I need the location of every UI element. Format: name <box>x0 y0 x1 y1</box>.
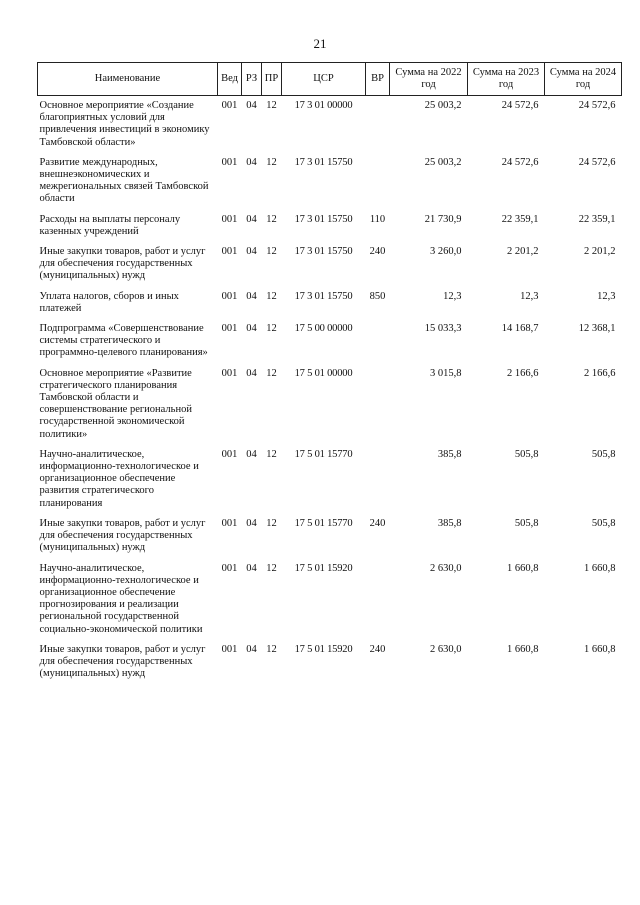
row-sum-2022: 3 015,8 <box>430 367 462 379</box>
row-vr: 110 <box>369 213 386 225</box>
page-number: 21 <box>313 36 327 51</box>
row-csr: 17 5 01 00000 <box>294 367 353 379</box>
row-vr: 240 <box>369 517 386 529</box>
row-sum-2023: 2 201,2 <box>507 246 539 258</box>
row-sum-2023: 2 166,6 <box>507 367 539 379</box>
row-sum-2022: 12,3 <box>443 290 462 302</box>
row-pr: 12 <box>266 323 277 335</box>
row-ved: 001 <box>221 517 238 529</box>
row-ved: 001 <box>221 562 238 574</box>
row-ved: 001 <box>221 156 238 168</box>
row-name: Уплата налогов, сборов и иных платежей <box>39 290 179 314</box>
row-sum-2023: 1 660,8 <box>507 562 539 574</box>
row-name: Иные закупки товаров, работ и услуг для обеспечения государственных (муниципальных) нужд <box>39 643 206 680</box>
row-csr: 17 3 01 15750 <box>294 213 353 225</box>
row-rz: 04 <box>246 643 257 655</box>
row-name: Основное мероприятие «Создание благоприятных условий для привлечения инвестиций в экономику Тамбовской области» <box>39 100 210 148</box>
row-rz: 04 <box>246 156 257 168</box>
row-sum-2024: 24 572,6 <box>578 156 616 168</box>
header-ved: Вед <box>218 63 242 96</box>
header-sum-2022: Сумма на 2022 год <box>390 63 468 96</box>
row-ved: 001 <box>221 290 238 302</box>
row-name: Иные закупки товаров, работ и услуг для обеспечения государственных (муниципальных) нужд <box>39 246 206 282</box>
row-sum-2024: 12 368,1 <box>578 323 616 335</box>
row-sum-2024: 24 572,6 <box>578 100 616 111</box>
row-sum-2024: 1 660,8 <box>584 643 616 655</box>
row-sum-2022: 25 003,2 <box>424 100 462 111</box>
row-sum-2022: 3 260,0 <box>430 246 462 258</box>
table-row <box>38 153 622 210</box>
row-sum-2022: 15 033,3 <box>424 323 462 335</box>
row-vr <box>366 153 390 210</box>
row-rz: 04 <box>246 290 257 302</box>
row-sum-2023: 14 168,7 <box>501 323 539 335</box>
row-csr: 17 5 01 15770 <box>294 517 353 529</box>
table-row <box>38 559 622 640</box>
table-row <box>38 640 622 685</box>
row-pr: 12 <box>266 290 277 302</box>
row-name: Научно-аналитическое, информационно-технологическое и организационное обеспечение прогнозирования и реализации региональной государственной социально-экономической политики <box>39 562 203 635</box>
row-csr: 17 5 01 15920 <box>294 643 353 655</box>
row-csr: 17 3 01 15750 <box>294 290 353 302</box>
row-ved: 001 <box>221 100 238 111</box>
row-name: Иные закупки товаров, работ и услуг для обеспечения государственных (муниципальных) нужд <box>39 517 206 554</box>
row-csr: 17 5 00 00000 <box>294 323 353 335</box>
table-row <box>38 445 622 514</box>
row-pr: 12 <box>266 213 277 225</box>
row-vr: 240 <box>369 246 386 258</box>
row-name: Расходы на выплаты персоналу казенных учреждений <box>39 213 181 237</box>
row-vr <box>366 96 390 153</box>
row-vr: 240 <box>369 643 386 655</box>
row-sum-2024: 2 166,6 <box>584 367 616 379</box>
row-name: Научно-аналитическое, информационно-технологическое и организационное обеспечение развития стратегического планирования <box>39 448 199 509</box>
row-sum-2024: 12,3 <box>597 290 616 302</box>
table-row <box>38 210 622 242</box>
header-vr: ВР <box>366 63 390 96</box>
table-header-row <box>38 63 622 96</box>
row-sum-2024: 505,8 <box>591 448 616 460</box>
table-row <box>38 319 622 364</box>
row-vr: 850 <box>369 290 386 302</box>
table-row <box>38 514 622 559</box>
row-ved: 001 <box>221 323 238 335</box>
row-sum-2022: 385,8 <box>437 448 462 460</box>
header-pr: ПР <box>262 63 282 96</box>
table-row <box>38 96 622 153</box>
row-csr: 17 5 01 15770 <box>294 448 353 460</box>
row-ved: 001 <box>221 213 238 225</box>
row-ved: 001 <box>221 448 238 460</box>
table-row <box>38 242 622 287</box>
table-row <box>38 287 622 319</box>
row-sum-2022: 2 630,0 <box>430 562 462 574</box>
row-sum-2024: 1 660,8 <box>584 562 616 574</box>
row-name: Развитие международных, внешнеэкономических и межрегиональных связей Тамбовской области <box>39 156 209 205</box>
row-vr <box>366 319 390 364</box>
row-vr <box>366 559 390 640</box>
row-rz: 04 <box>246 246 257 258</box>
row-csr: 17 3 01 00000 <box>294 100 353 111</box>
row-pr: 12 <box>266 448 277 460</box>
row-vr <box>366 364 390 445</box>
row-rz: 04 <box>246 517 257 529</box>
row-csr: 17 3 01 15750 <box>294 156 353 168</box>
row-rz: 04 <box>246 100 257 111</box>
row-ved: 001 <box>221 643 238 655</box>
row-sum-2022: 2 630,0 <box>430 643 462 655</box>
row-sum-2023: 24 572,6 <box>501 156 539 168</box>
budget-table <box>37 62 622 684</box>
row-sum-2024: 2 201,2 <box>584 246 616 258</box>
row-sum-2023: 12,3 <box>520 290 539 302</box>
row-sum-2022: 385,8 <box>437 517 462 529</box>
row-rz: 04 <box>246 323 257 335</box>
row-ved: 001 <box>221 246 238 258</box>
row-rz: 04 <box>246 213 257 225</box>
row-pr: 12 <box>266 517 277 529</box>
row-sum-2024: 22 359,1 <box>578 213 616 225</box>
row-sum-2023: 505,8 <box>514 517 539 529</box>
row-pr: 12 <box>266 156 277 168</box>
row-rz: 04 <box>246 448 257 460</box>
row-sum-2022: 21 730,9 <box>424 213 462 225</box>
row-pr: 12 <box>266 100 277 111</box>
header-sum-2023: Сумма на 2023 год <box>468 63 545 96</box>
header-rz: РЗ <box>242 63 262 96</box>
row-pr: 12 <box>266 562 277 574</box>
row-rz: 04 <box>246 367 257 379</box>
row-sum-2024: 505,8 <box>591 517 616 529</box>
row-rz: 04 <box>246 562 257 574</box>
header-sum-2024: Сумма на 2024 год <box>545 63 622 96</box>
row-ved: 001 <box>221 367 238 379</box>
row-name: Подпрограмма «Совершенствование системы стратегического и программно-целевого планирования» <box>39 323 208 359</box>
row-sum-2023: 1 660,8 <box>507 643 539 655</box>
row-vr <box>366 445 390 514</box>
header-csr: ЦСР <box>282 63 366 96</box>
row-csr: 17 3 01 15750 <box>294 246 353 258</box>
row-csr: 17 5 01 15920 <box>294 562 353 574</box>
row-pr: 12 <box>266 643 277 655</box>
row-sum-2023: 505,8 <box>514 448 539 460</box>
header-name: Наименование <box>38 63 218 96</box>
row-sum-2023: 22 359,1 <box>501 213 539 225</box>
row-pr: 12 <box>266 367 277 379</box>
row-pr: 12 <box>266 246 277 258</box>
row-sum-2023: 24 572,6 <box>501 100 539 111</box>
row-sum-2022: 25 003,2 <box>424 156 462 168</box>
table-row <box>38 364 622 445</box>
row-name: Основное мероприятие «Развитие стратегического планирования Тамбовской области и совершенствование региональной государственной экономической политики» <box>39 367 192 440</box>
